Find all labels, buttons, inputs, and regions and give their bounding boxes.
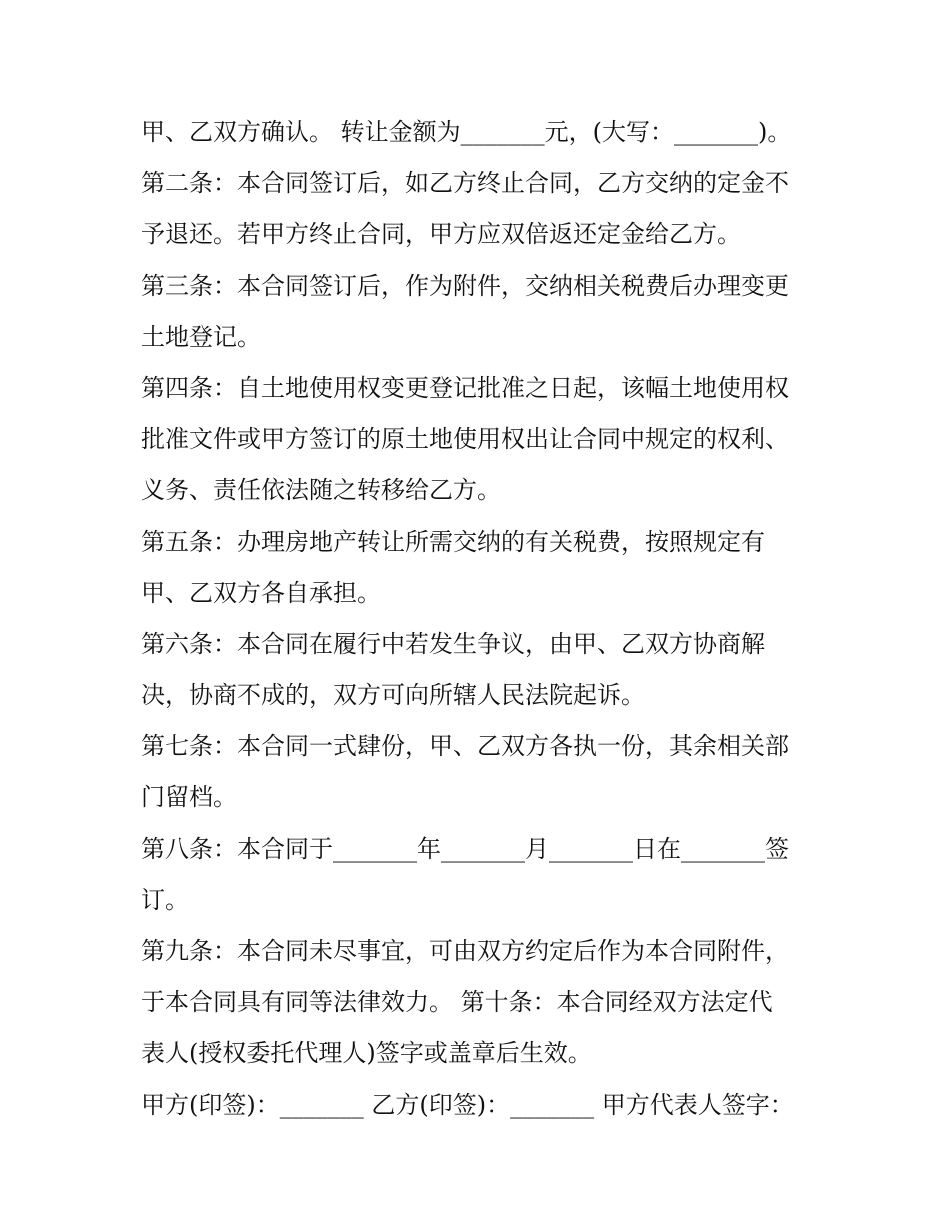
text-line-article-5: 第五条：办理房地产转让所需交纳的有关税费，按照规定有 <box>141 527 765 556</box>
text-line-article-3-cont: 土地登记。 <box>141 322 261 351</box>
text-line-article-2: 第二条：本合同签订后，如乙方终止合同，乙方交纳的定金不 <box>141 169 789 198</box>
text-line-article-4-cont: 批准文件或甲方签订的原土地使用权出让合同中规定的权利、 <box>141 425 789 454</box>
text-line-article-3: 第三条：本合同签订后，作为附件，交纳相关税费后办理变更 <box>141 271 789 300</box>
text-line-article-4-cont2: 义务、责任依法随之转移给乙方。 <box>141 476 501 505</box>
text-line-article-2-cont: 予退还。若甲方终止合同，甲方应双倍返还定金给乙方。 <box>141 220 741 249</box>
text-line-signatures: 甲方(印签)：_______ 乙方(印签)：_______ 甲方代表人签字： <box>141 1090 794 1119</box>
text-line-article-5-cont: 甲、乙双方各自承担。 <box>141 578 381 607</box>
text-line-article-9: 第九条：本合同未尽事宜，可由双方约定后作为本合同附件， <box>141 937 789 965</box>
text-line-article-7: 第七条：本合同一式肆份，甲、乙双方各执一份，其余相关部 <box>141 732 789 761</box>
text-line-transfer-amount: 甲、乙双方确认。 转让金额为_______元，(大写：_______)。 <box>141 118 792 146</box>
text-line-article-6-cont: 决，协商不成的，双方可向所辖人民法院起诉。 <box>141 681 645 710</box>
text-line-article-4: 第四条：自土地使用权变更登记批准之日起，该幅土地使用权 <box>141 373 789 402</box>
text-line-article-9-10: 于本合同具有同等法律效力。 第十条：本合同经双方法定代 <box>141 988 773 1017</box>
text-line-article-6: 第六条：本合同在履行中若发生争议，由甲、乙双方协商解 <box>141 629 765 658</box>
text-line-article-8-cont: 订。 <box>141 885 189 914</box>
text-line-article-8: 第八条：本合同于_______年_______月_______日在_______签 <box>141 834 789 863</box>
text-line-article-7-cont: 门留档。 <box>141 783 237 812</box>
contract-text <box>141 107 821 1131</box>
text-line-article-10-cont: 表人(授权委托代理人)签字或盖章后生效。 <box>141 1039 592 1068</box>
